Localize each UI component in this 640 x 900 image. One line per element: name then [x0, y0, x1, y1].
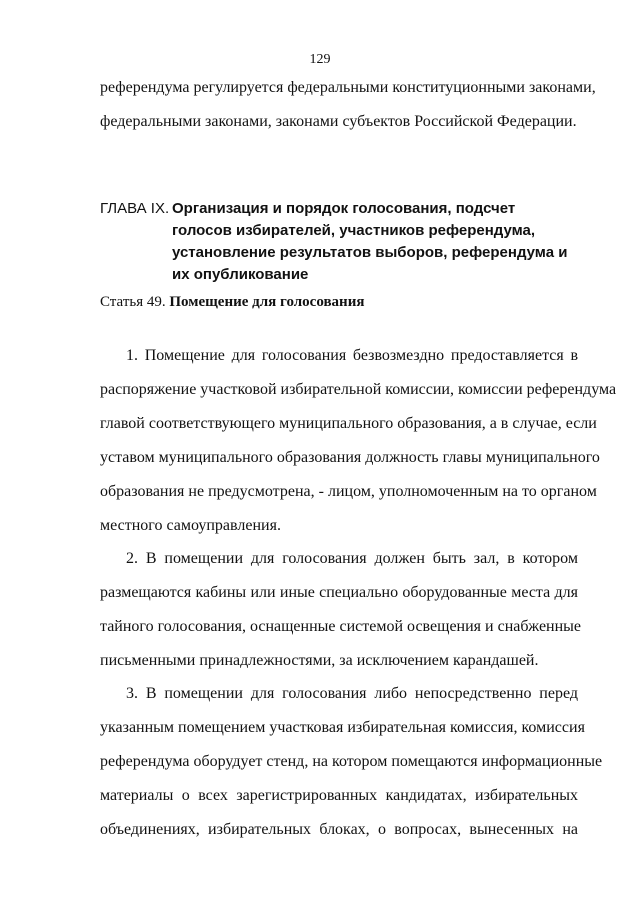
page-number: 129 — [309, 52, 331, 67]
chapter-title — [172, 198, 582, 286]
chapter-title-line: их опубликование — [172, 266, 309, 283]
text-line: местного самоуправления. — [100, 517, 281, 534]
intro-text — [100, 71, 596, 139]
text-line: размещаются кабины или иные специально оборудованные места для — [100, 584, 578, 601]
article-title: Помещение для голосования — [169, 294, 365, 310]
text-line: объединениях, избирательных блоках, о вопросах, вынесенных на — [100, 821, 578, 838]
paragraph-1 — [100, 339, 617, 543]
text-line: образования не предусмотрена, - лицом, уполномоченным на то органом — [100, 483, 597, 500]
chapter-title-line: голосов избирателей, участников референдума, — [172, 222, 536, 239]
text-line: референдума регулируется федеральными конституционными законами, — [100, 79, 596, 96]
text-line: письменными принадлежностями, за исключением карандашей. — [100, 652, 539, 669]
paragraph-2 — [100, 542, 582, 678]
article-label: Статья 49. — [100, 294, 166, 310]
paragraph-3 — [100, 677, 603, 847]
text-line: распоряжение участковой избирательной комиссии, комиссии референдума — [100, 381, 617, 398]
text-line: материалы о всех зарегистрированных кандидатах, избирательных — [100, 787, 578, 804]
text-line: 2. В помещении для голосования должен быть зал, в котором — [126, 550, 578, 567]
text-line: тайного голосования, оснащенные системой освещения и снабженные — [100, 618, 582, 635]
text-line: референдума оборудует стенд, на котором помещаются информационные — [100, 753, 603, 770]
text-line: федеральными законами, законами субъектов Российской Федерации. — [100, 113, 577, 130]
article-heading — [100, 292, 364, 312]
text-line: указанным помещением участковая избирательная комиссия, комиссия — [100, 719, 585, 736]
chapter-title-line: Организация и порядок голосования, подсчет — [172, 200, 516, 217]
text-line: уставом муниципального образования должность главы муниципального — [100, 449, 600, 466]
text-line: 3. В помещении для голосования либо непосредственно перед — [126, 685, 578, 702]
text-line: главой соответствующего муниципального образования, а в случае, если — [100, 415, 597, 432]
text-line: 1. Помещение для голосования безвозмездно предоставляется в — [126, 347, 578, 364]
chapter-label: ГЛАВА IX. — [100, 200, 170, 217]
chapter-title-line: установление результатов выборов, референдума и — [172, 244, 568, 261]
